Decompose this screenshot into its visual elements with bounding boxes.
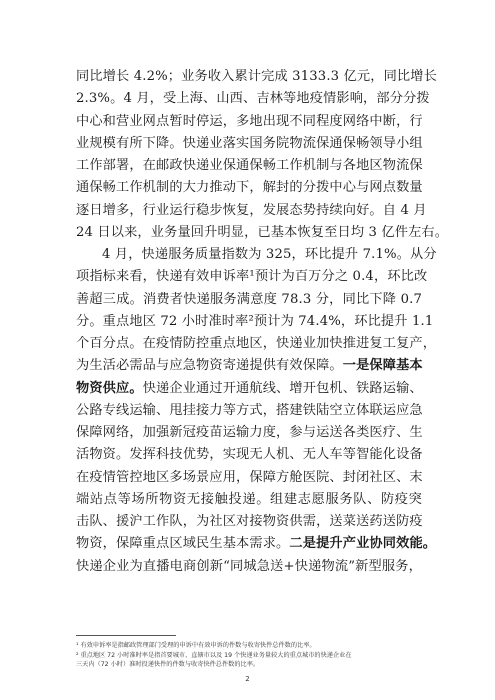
text-line: 24 日以来，业务量回升明显，已基本恢复至日均 3 亿件左右。 (76, 224, 449, 240)
text-line: 4 月，快递服务质量指数为 325，环比提升 7.1%。从分 (102, 247, 437, 262)
text-line (76, 355, 422, 377)
text-line (76, 533, 437, 555)
body-text (76, 66, 449, 578)
text-line: 工作部署，在邮政快递业保通保畅工作机制与各地区物流保 (76, 158, 423, 173)
text-line: 快递企业为直播电商创新“同城急送+快递物流”新型服务， (76, 558, 422, 574)
text-line: 2.3%。4 月，受上海、山西、吉林等地疫情影响，部分分拨 (76, 91, 430, 107)
text-line: 同比增长 4.2%；业务收入累计完成 3133.3 亿元，同比增长 (76, 69, 437, 84)
text-line: 活物资。发挥科技优势，实现无人机、无人车等智能化设备 (76, 447, 423, 463)
bold-heading-2: 二是提升产业协同效能。 (289, 536, 437, 552)
text-line: 击队、援沪工作队，为社区对接物资供需，送菜送药送防疫 (76, 514, 423, 529)
text-line: 善超三成。消费者快递服务满意度 78.3 分，同比下降 0.7 (76, 291, 422, 307)
text-line: 通保畅工作机制的大力推动下，解封的分拨中心与网点数量 (76, 180, 423, 196)
text-span: 物资，保障重点区域民生基本需求。 (76, 536, 290, 552)
text-line: 个百分点。在疫情防控重点地区，快递业加快推进复工复产， (76, 336, 437, 351)
footnote-2-continued: 三天内（72 小时）准时投递快件的件数与收寄快件总件数的比率。 (76, 661, 260, 668)
page-number: 2 (245, 675, 250, 683)
footnote-divider (76, 635, 176, 636)
text-line: 中心和营业网点暂时停运，多地出现不同程度网络中断，行 (76, 113, 423, 129)
bold-heading-1: 一是保障基本 (342, 358, 423, 374)
text-line: 保障网络，加强新冠疫苗运输力度，参与运送各类医疗、生 (76, 425, 423, 440)
footnotes (76, 641, 422, 670)
text-line: 公路专线运输、甩挂接力等方式，搭建铁陆空立体联运应急 (76, 402, 423, 418)
bold-heading-1b: 物资供应。 (76, 380, 143, 396)
text-line (76, 378, 422, 400)
text-line: 端站点等场所物资无接触投递。组建志愿服务队、防疫突 (76, 491, 422, 507)
text-line: 在疫情管控地区多场景应用，保障方舱医院、封闭社区、末 (76, 469, 423, 485)
text-line: 项指标来看，快递有效申诉率¹预计为百万分之 0.4，环比改 (76, 269, 428, 285)
footnote-1: ¹ 有效申诉率是指邮政管理部门受理的申诉中有效申诉的件数与收寄快件总件数的比率。 (76, 642, 316, 649)
text-span: 为生活必需品与应急物资寄递提供有效保障。 (76, 358, 343, 374)
text-span: 快递企业通过开通航线、增开包机、铁路运输、 (142, 380, 423, 396)
text-line: 业规模有所下降。快递业落实国务院物流保通保畅领导小组 (76, 135, 423, 151)
footnote-2: ² 重点地区 72 小时准时率是指首要城市、直辖市以及 19 个快递业务量较大的重点城市的快递企业在 (76, 651, 352, 659)
text-line: 分。重点地区 72 小时准时率²预计为 74.4%，环比提升 1.1 (76, 313, 434, 329)
text-line: 逐日增多，行业运行稳步恢复，发展态势持续向好。自 4 月 (76, 202, 427, 218)
